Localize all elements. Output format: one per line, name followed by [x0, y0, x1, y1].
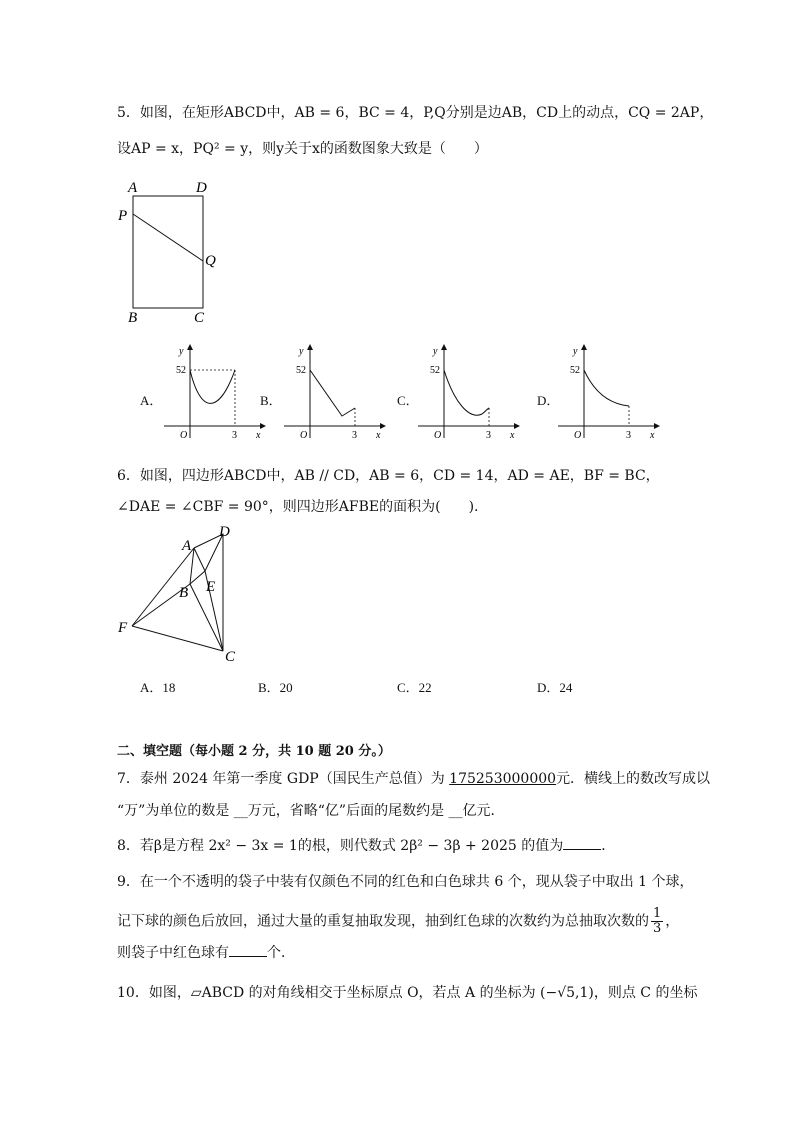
q5-text-line2: 设AP = x，PQ² = y，则y关于x的函数图象大致是（ ）	[117, 141, 488, 157]
q7-part1: 7．泰州 2024 年第一季度 GDP（国民生产总值）为	[117, 771, 450, 787]
q6-label-e: E	[206, 579, 216, 595]
q8-text	[117, 837, 615, 855]
origin-label: O	[434, 430, 442, 441]
q9-line2-part2: ，	[665, 913, 680, 930]
axis-label-y: y	[573, 346, 578, 357]
q9-line3-part1: 则袋子中红色球有	[117, 945, 229, 961]
q9-text-line3	[117, 944, 295, 962]
q5-option-b-graph	[280, 342, 390, 442]
q5-label-d: D	[196, 180, 207, 196]
axis-label-y: y	[433, 346, 438, 357]
q6-option-b: B．20	[258, 680, 293, 695]
q7-text-line1	[117, 770, 710, 788]
x-tick-label: 3	[232, 430, 237, 441]
q6-text-line1: 6．如图，四边形ABCD中，AB // CD，AB = 6，CD = 14，AD = AE，BF = BC，	[117, 468, 660, 484]
x-tick-label: 3	[352, 430, 357, 441]
axis-label-x: x	[256, 430, 261, 441]
axis-label-x: x	[650, 430, 655, 441]
q6-text-line2: ∠DAE = ∠CBF = 90°，则四边形AFBE的面积为( ).	[117, 499, 479, 515]
q9-line2-part1: 记下球的颜色后放回，通过大量的重复抽取发现，抽到红色球的次数约为总抽取次数的	[117, 913, 649, 930]
q6-label-d: D	[219, 524, 230, 540]
q6-option-a: A．18	[140, 680, 176, 695]
q7-text-line2: “万”为单位的数是 __万元，省略“亿”后面的尾数约是 __亿元．	[117, 803, 505, 819]
q9-text-line2	[117, 907, 679, 936]
q6-option-d: D．24	[537, 680, 573, 695]
axis-label-y: y	[179, 346, 184, 357]
q9-text-line1: 9．在一个不透明的袋子中装有仅颜色不同的红色和白色球共 6 个，现从袋子中取出 1 个球，	[117, 874, 694, 890]
section-heading: 二、填空题（每小题 2 分，共 10 题 20 分。）	[117, 744, 391, 759]
q7-part2: 元．横线上的数改写成以	[556, 771, 711, 787]
q8-part1: 8．若β是方程 2x² − 3x = 1的根，则代数式 2β² − 3β + 2025 的值为	[117, 838, 564, 854]
q9-fraction	[651, 907, 663, 936]
q10-text-line1: 10．如图，▱ABCD 的对角线相交于坐标原点 O，若点 A 的坐标为 (−√5,1)，则点 C 的坐标	[117, 985, 698, 1001]
q9-fraction-numerator: 1	[653, 906, 662, 921]
y-tick-label: 52	[570, 365, 580, 376]
q5-label-q: Q	[205, 253, 216, 269]
axis-label-x: x	[376, 430, 381, 441]
q5-option-a-graph	[160, 342, 270, 442]
q5-option-d-graph	[554, 342, 664, 442]
q5-option-c-letter: C．	[397, 393, 419, 408]
q5-option-d-letter: D．	[537, 393, 560, 408]
x-tick-label: 3	[626, 430, 631, 441]
axis-label-x: x	[510, 430, 515, 441]
q7-underlined-number: 175253000000	[449, 771, 557, 787]
axis-label-y: y	[299, 346, 304, 357]
q6-label-f: F	[118, 620, 128, 636]
origin-label: O	[574, 430, 582, 441]
q6-option-c: C．22	[397, 680, 432, 695]
q8-part2: ．	[601, 838, 616, 854]
q9-fraction-denominator: 3	[653, 921, 662, 936]
q5-text-line1: 5．如图，在矩形ABCD中，AB = 6，BC = 4，P,Q分别是边AB，CD上的动点，CQ = 2AP，	[117, 105, 714, 121]
origin-label: O	[300, 430, 308, 441]
q9-line3-part2: 个．	[267, 945, 295, 961]
q6-label-a: A	[182, 538, 192, 554]
q6-label-b: B	[179, 585, 189, 601]
q5-label-p: P	[118, 208, 128, 224]
q9-answer-blank[interactable]	[229, 944, 267, 957]
y-tick-label: 52	[176, 365, 186, 376]
x-tick-label: 3	[486, 430, 491, 441]
q5-rectangle-figure	[112, 175, 232, 327]
y-tick-label: 52	[296, 365, 306, 376]
q6-quadrilateral-figure	[112, 520, 252, 670]
q5-option-a-letter: A．	[140, 393, 163, 408]
q5-label-a: A	[128, 180, 138, 196]
q6-label-c: C	[225, 649, 236, 665]
q5-label-c: C	[194, 310, 205, 326]
y-tick-label: 52	[430, 365, 440, 376]
q5-option-c-graph	[414, 342, 524, 442]
q8-answer-blank[interactable]	[563, 837, 601, 850]
origin-label: O	[180, 430, 188, 441]
q5-option-b-letter: B．	[260, 393, 282, 408]
q5-label-b: B	[128, 310, 138, 326]
